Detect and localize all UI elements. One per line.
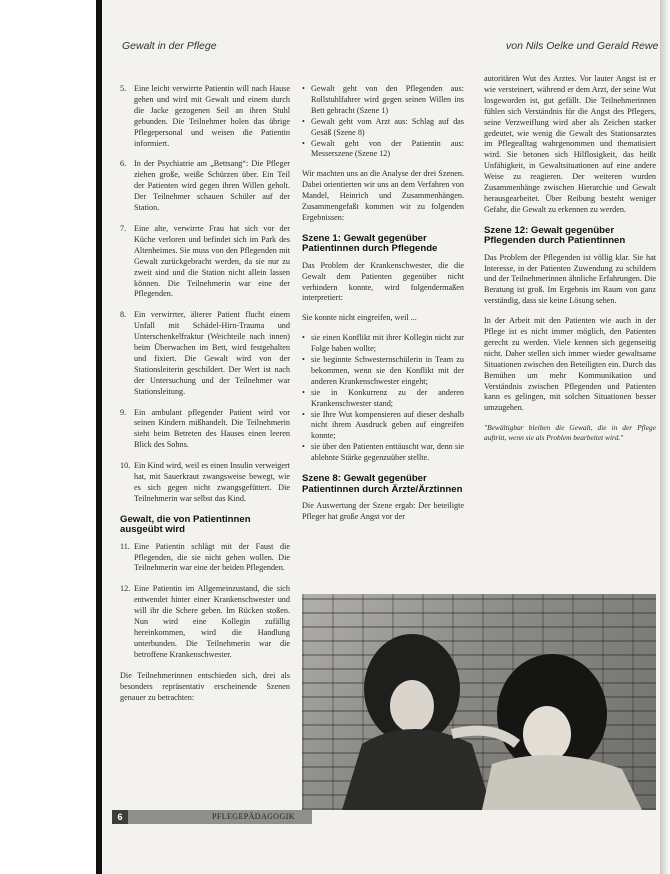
item-text: Ein verwirrter, älterer Patient flucht einem Unfall mit Schädel-Hirn-Trauma und Unterschenkelfraktur (Weichteile nach innen) beim Überwachen im Bett, wird festgehalten und fixiert. Die Gewalt wird von der Stationsleiterin geschildert. Der Wert ist nach der Untersuchung und der Teilnehmer war Stationsleitung. <box>134 310 290 396</box>
list-item <box>120 542 290 575</box>
running-header-left: Gewalt in der Pflege <box>122 40 217 52</box>
section-heading: Szene 8: Gewalt gegenüber Patientinnen durch Ärzte/Ärztinnen <box>302 473 463 495</box>
paragraph: Das Problem der Pflegenden ist völlig klar. Sie hat Interesse, in der Patienten Zuwendung zu schildern und der Teilnehmerinnen ähnliche Erfahrungen. Die Beratung ist groß. Im Ergebnis im Raum von ganz verständig, dass sie keine Lösung sehen. <box>484 252 656 306</box>
column-2 <box>302 84 464 532</box>
bullet-item: • Gewalt geht von der Patientin aus: Messerszene (Szene 12) <box>302 139 464 161</box>
item-number: 9. <box>120 407 127 417</box>
item-number: 10. <box>120 461 131 471</box>
bullet-item: • sie beginnte Schwesternschülerin in Team zu bekommen, wenn sie den Konflikt mit der anderen Krankenschwester eingeht; <box>302 355 464 388</box>
section-heading: Gewalt, die von Patientinnen ausgeübt wird <box>120 513 251 536</box>
item-number: 7. <box>120 223 127 233</box>
bullet-item: • Gewalt geht vom Arzt aus: Schlag auf das Gesäß (Szene 8) <box>302 117 464 139</box>
item-text: Ein ambulant pflegender Patient wird vor seinen Kindern mißhandelt. Die Teilnehmerin sieht beim Betreten des Hauses einen leeren Blick des Sohns. <box>134 407 290 450</box>
list-item <box>120 584 290 660</box>
paragraph: In der Arbeit mit den Patienten wie auch in der Pflege ist es nicht immer möglich, den Patienten gerecht zu werden. Viele kennen sich gegenseitig nicht. Daher stellen sich immer wieder gewaltsame Situationen zwischen den Beteiligten ein. Durch das Bemühen um mehr Kommunikation und Verständnis zwischen Pflegenden und Patienten kann es gelingen, mit solchen Situationen besser umzugehen. <box>484 316 656 413</box>
list-item <box>120 224 290 300</box>
column-1 <box>120 84 290 712</box>
list-item <box>120 310 290 397</box>
page-spine <box>96 0 102 874</box>
column-3 <box>484 74 656 442</box>
running-header-right: von Nils Oelke und Gerald Rewe <box>506 40 659 52</box>
item-number: 11. <box>120 541 130 551</box>
item-text: Eine alte, verwirrte Frau hat sich vor der Küche verloren und befindet sich im Park des Altenheimes. Sie muss von den Pflegenden mit Gewalt zurückgebracht werden, da sie nur zu zweit sind und die Station nicht allein lassen können. Die Teilnehmerin war eine der Pflegenden. <box>134 223 290 299</box>
bullet-item: • sie Ihre Wut kompensieren auf dieser deshalb nicht ihrem Ausdruck geben auf eingreifen konnte; <box>302 410 464 443</box>
item-text: In der Psychiatrie am „Bettsang“: Die Pfleger ziehen große, weiße Schürzen über. Ein Teil der Patienten wird gegen ihren Willen geholt. Der Teilnehmer schauen Schüler auf der Station. <box>134 159 290 213</box>
item-number: 6. <box>120 159 127 169</box>
list-item <box>120 84 290 149</box>
bullet-item: • sie einen Konflikt mit ihrer Kollegin nicht zur Folge haben wollte; <box>302 333 464 355</box>
item-text: Ein Kind wird, weil es einen Insulin verweigert hat, mit Sauerkraut zwangsweise bewegt, wie es sich gegen nicht zwangsgefüttert. Die Teilnehmerin war selbst das Kind. <box>134 461 290 503</box>
item-text: Eine leicht verwirrte Patientin will nach Hause gehen und wird mit Gewalt und einem durch die Jacke gezogenen Seil an ihren Stuhl gebunden. Die Teilnehmer holen das übrige Pflegepersonal und weisen die Patientin informiert. <box>134 84 290 148</box>
item-number: 5. <box>120 84 127 93</box>
paragraph: Das Problem der Krankenschwester, die die Gewalt dem Patienten gegenüber nicht verhindern konnte, wird folgendermaßen interpretiert: <box>302 260 464 303</box>
list-item <box>120 461 290 505</box>
page-number: 6 <box>112 810 128 824</box>
bullet-item: • Gewalt geht von den Pflegenden aus: Rollstuhlfahrer wird gegen seinen Willen ins Bett gebracht (Szene 1) <box>302 84 464 117</box>
intro-paragraph: Wir machten uns an die Analyse der drei Szenen. Dabei orientierten wir uns an dem Verfahren von Mandel, Heinrich und Zusammenhängen. Zusammengefaßt kommen wir zu folgenden Ergebnissen: <box>302 169 464 222</box>
item-number: 8. <box>120 310 127 320</box>
bullet-item: • sie in Konkurrenz zu der anderen Krankenschwester stand; <box>302 388 464 410</box>
list-item <box>120 408 290 452</box>
item-text: Eine Patientin schlägt mit der Faust die Pflegenden, die sie nicht gehen wollen. Die Teilnehmerin war eine der beiden Pflegenden. <box>134 541 290 573</box>
photo-icon <box>302 594 656 810</box>
paragraph: Sie konnte nicht eingreifen, weil ... <box>302 313 417 323</box>
page-edge <box>660 0 670 874</box>
section-heading: Szene 1: Gewalt gegenüber Patientinnen durch Pflegende <box>302 232 438 255</box>
item-number: 12. <box>120 584 131 594</box>
list-item <box>120 159 290 214</box>
section-heading: Szene 12: Gewalt gegenüber Pflegenden durch Patientinnen <box>484 224 626 247</box>
paragraph: Die Auswertung der Szene ergab: Der beteiligte Pfleger hat große Angst vor der <box>302 500 464 521</box>
closing-paragraph: Die Teilnehmerinnen entschieden sich, drei als besonders repräsentativ erscheinende Szenen genauer zu betrachten: <box>120 670 290 702</box>
item-text: Eine Patientin im Allgemeinzustand, die sich entwendet hinter einer Krankenschwester und will ihr die Schere geben. Im Rücken stoßen. Nun wird eine Kollegin zufällig hereinkommen, wird die Handlung unterbunden. Die Teilnehmerin war die betroffene Krankenschwester. <box>134 584 290 659</box>
bullet-item: • sie über den Patienten enttäuscht war, denn sie ablehnte Stärke gegenzuüber stellte. <box>302 442 464 464</box>
article-photo <box>302 594 656 810</box>
paragraph: autoritären Wut des Arztes. Vor lauter Angst ist er wie versteinert, während er dem Arzt, der seine Wut losgeworden ist, gut gefällt. Die Teilnehmerinnen fühlen sich Verständnis für die Angst des Pflegers, seine Verzweiflung wird aber als Zeichen starker gedeutet, wie wenig die Gewalt des Stationsarztes im Pflegealltag wahrgenommen und thematisiert wird. Sie betonen sich Hilflosigkeit, das heißt Unfähigkeit, in Gewaltsituationen auf eine andere Weise zu reagieren. Der weiteren wurden Zusammenhänge zwischen Hierarchie und Gewalt herausgearbeitet. Über Reibung besteht weniger Gefahr, die Gewalt zu erkennen zu werden. <box>484 74 656 214</box>
magazine-name: PFLEGEPÄDAGOGIK <box>212 812 295 821</box>
photo-caption: "Bewältigbar bleiben die Gewalt, die in der Pflege auftritt, wenn sie als Problem bearbeitet wird." <box>484 423 656 442</box>
